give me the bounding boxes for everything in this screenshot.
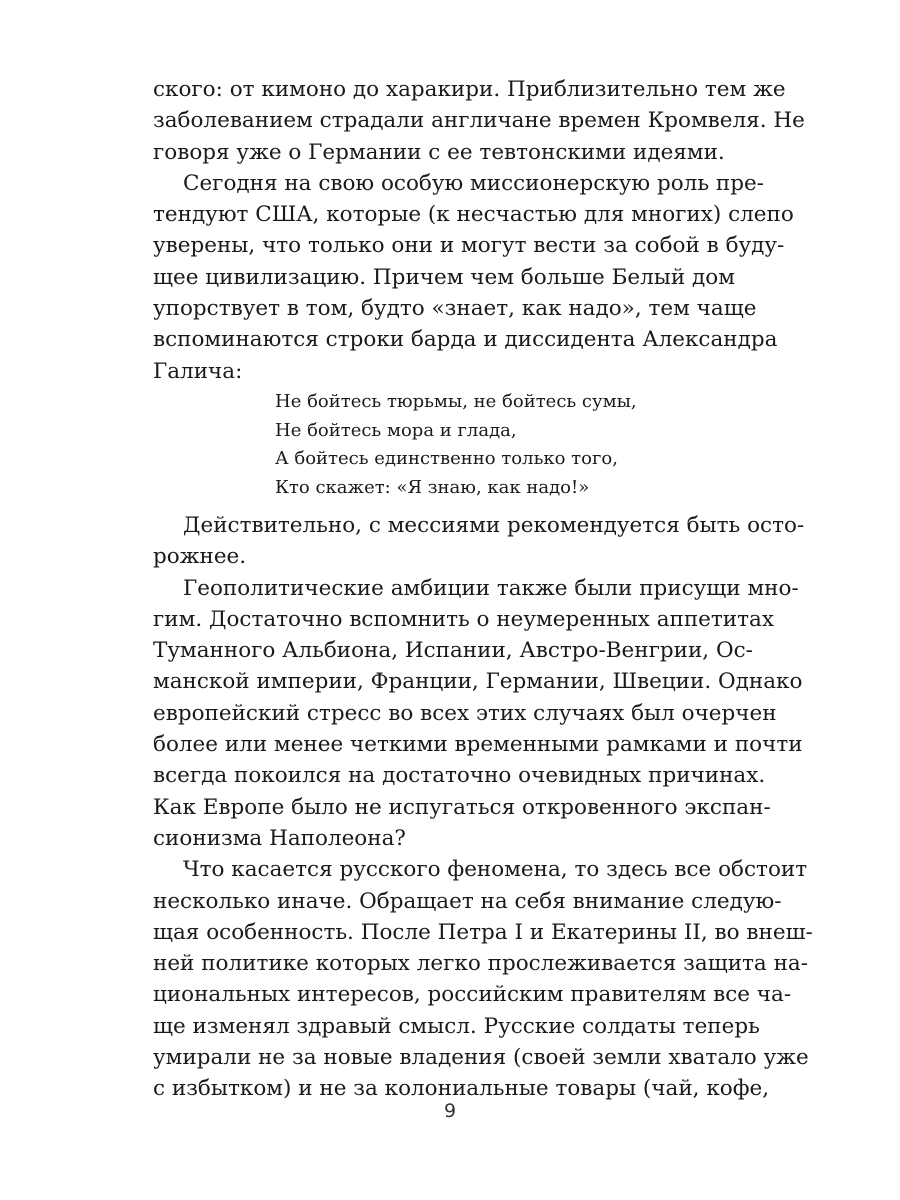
- verse-line: Не бойтесь мора и глада,: [275, 419, 517, 441]
- paragraph: [153, 573, 803, 855]
- text-line: несколько иначе. Обращает на себя внимание следую-: [153, 888, 782, 914]
- text-line: всегда покоился на достаточно очевидных причинах.: [153, 763, 766, 789]
- paragraph: [153, 510, 805, 573]
- verse-quote: [275, 388, 637, 502]
- text-line: гим. Достаточно вспомнить о неумеренных аппетитах: [153, 606, 774, 632]
- text-line: европейский стресс во всех этих случаях был очерчен: [153, 700, 777, 726]
- verse-line: А бойтесь единственно только того,: [275, 448, 618, 469]
- paragraph: [153, 854, 813, 1104]
- page-number: 9: [443, 1100, 457, 1122]
- paragraph: [153, 168, 794, 387]
- text-line: ней политике которых легко прослеживается защита на-: [153, 951, 808, 977]
- text-line: умирали не за новые владения (своей земли хватало уже: [153, 1045, 809, 1071]
- text-line: Как Европе было не испугаться откровенного экспан-: [153, 794, 771, 820]
- text-line: упорствует в том, будто «знает, как надо», тем чаще: [153, 296, 757, 322]
- text-line: манской империи, Франции, Германии, Швеции. Однако: [153, 669, 803, 695]
- text-line: Что касается русского феномена, то здесь все обстоит: [183, 857, 808, 883]
- text-line: Туманного Альбиона, Испании, Австро-Венгрии, Ос-: [153, 638, 753, 664]
- text-line: рожнее.: [153, 544, 247, 570]
- text-line: Сегодня на свою особую миссионерскую роль пре-: [183, 170, 764, 196]
- paragraph: [153, 74, 805, 168]
- text-line: Геополитические амбиции также были присущи мно-: [183, 575, 799, 601]
- body-text-bottom: [153, 510, 813, 1105]
- text-line: более или менее четкими временными рамками и почти: [153, 732, 803, 758]
- text-line: заболеванием страдали англичане времен Кромвеля. Не: [153, 108, 805, 134]
- text-line: Действительно, с мессиями рекомендуется быть осто-: [183, 513, 805, 538]
- text-line: Галича:: [153, 358, 243, 384]
- verse-line: Кто скажет: «Я знаю, как надо!»: [275, 476, 590, 498]
- text-line: сионизма Наполеона?: [153, 825, 406, 851]
- verse-line: Не бойтесь тюрьмы, не бойтесь сумы,: [275, 391, 637, 412]
- text-line: щее цивилизацию. Причем чем больше Белый дом: [153, 264, 735, 290]
- text-line: говоря уже о Германии с ее тевтонскими идеями.: [153, 139, 725, 165]
- text-line: вспоминаются строки барда и диссидента Александра: [153, 327, 778, 353]
- text-line: ского: от кимоно до харакири. Приблизительно тем же: [153, 77, 786, 102]
- text-line: уверены, что только они и могут вести за собой в буду-: [153, 233, 785, 259]
- text-line: тендуют США, которые (к несчастью для многих) слепо: [153, 202, 794, 228]
- text-line: щая особенность. После Петра I и Екатерины II, во внеш-: [153, 919, 813, 945]
- text-line: с избытком) и не за колониальные товары (чай, кофе,: [153, 1076, 770, 1102]
- text-line: ще изменял здравый смысл. Русские солдаты теперь: [153, 1013, 760, 1039]
- text-line: циональных интересов, российским правителям все ча-: [153, 982, 792, 1008]
- body-text-top: [153, 74, 805, 387]
